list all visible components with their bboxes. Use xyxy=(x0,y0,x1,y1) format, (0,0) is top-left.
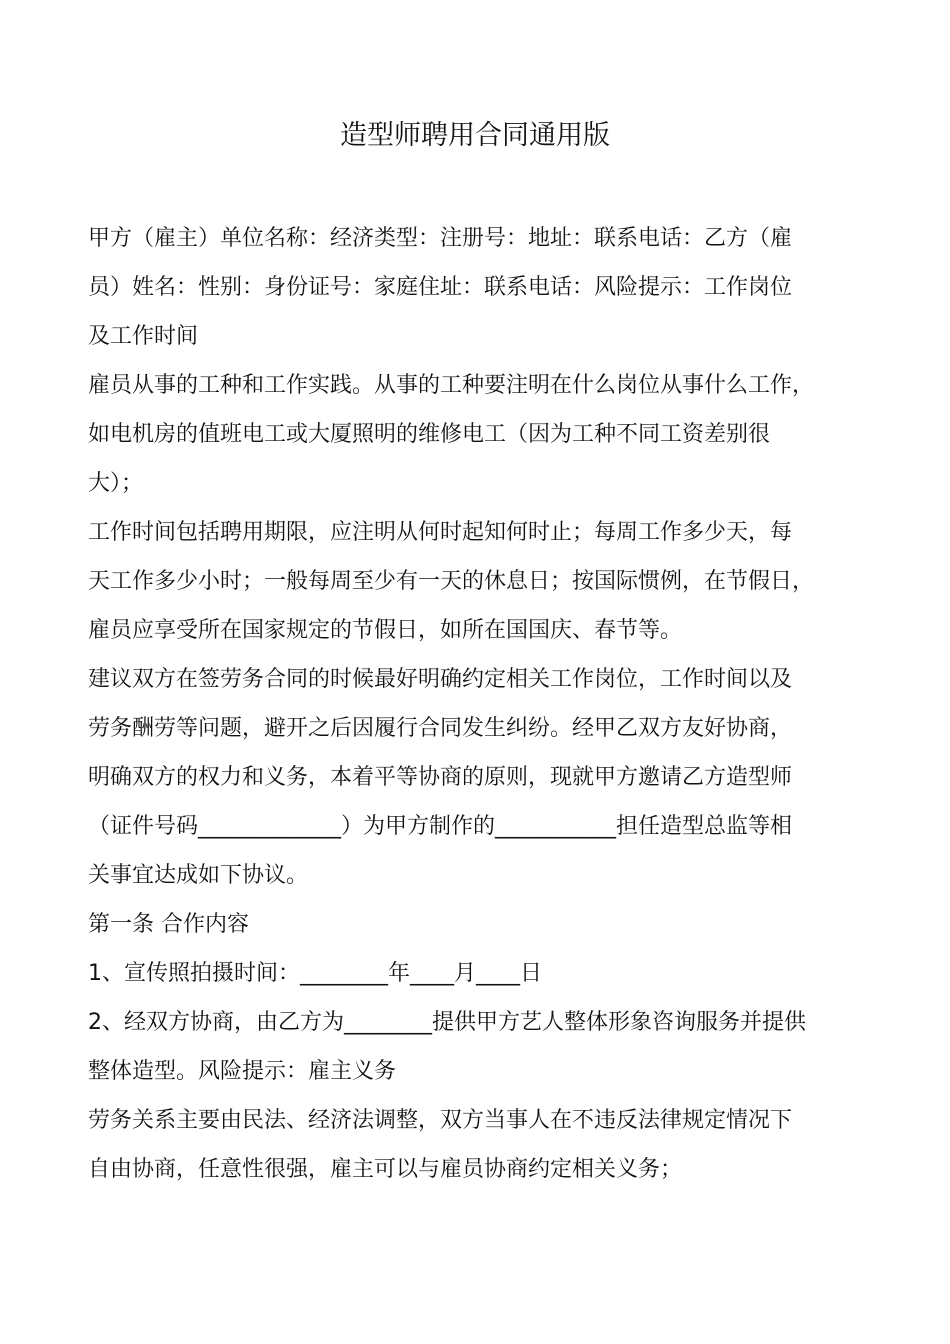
body-line: 2、经双方协商，由乙方为________提供甲方艺人整体形象咨询服务并提供 xyxy=(88,1010,806,1035)
body-line: 关事宜达成如下协议。 xyxy=(88,863,309,888)
body-line: 雇员从事的工种和工作实践。从事的工种要注明在什么岗位从事什么工作， xyxy=(88,373,815,398)
body-line: 1、宣传照拍摄时间：________年____月____日 xyxy=(88,961,542,986)
body-line: 工作时间包括聘用期限，应注明从何时起知何时止；每周工作多少天，每 xyxy=(88,520,793,545)
section-heading: 第一条 合作内容 xyxy=(88,912,249,937)
body-line: 大）； xyxy=(88,471,144,496)
body-line: 员）姓名：性别：身份证号：家庭住址：联系电话：风险提示：工作岗位 xyxy=(88,275,793,300)
body-line: 建议双方在签劳务合同的时候最好明确约定相关工作岗位，工作时间以及 xyxy=(88,667,793,692)
body-line: 雇员应享受所在国家规定的节假日，如所在国国庆、春节等。 xyxy=(88,618,683,643)
body-line: 自由协商，任意性很强，雇主可以与雇员协商约定相关义务； xyxy=(88,1157,683,1182)
body-line: 甲方（雇主）单位名称：经济类型：注册号：地址：联系电话：乙方（雇 xyxy=(88,226,793,251)
body-line: 整体造型。风险提示：雇主义务 xyxy=(88,1059,397,1084)
body-line: 如电机房的值班电工或大厦照明的维修电工（因为工种不同工资差别很 xyxy=(88,422,771,447)
document-body xyxy=(88,214,878,1194)
document-title: 造型师聘用合同通用版 xyxy=(340,120,610,151)
body-line: 及工作时间 xyxy=(88,324,199,349)
body-line: 天工作多少小时；一般每周至少有一天的休息日；按国际惯例，在节假日， xyxy=(88,569,815,594)
body-line: 明确双方的权力和义务，本着平等协商的原则，现就甲方邀请乙方造型师 xyxy=(88,765,793,790)
body-line: 劳务酬劳等问题，避开之后因履行合同发生纠纷。经甲乙双方友好协商， xyxy=(88,716,793,741)
body-line: 劳务关系主要由民法、经济法调整，双方当事人在不违反法律规定情况下 xyxy=(88,1108,793,1133)
body-line: （证件号码_____________）为甲方制作的___________担任造型总监等相 xyxy=(88,814,793,839)
